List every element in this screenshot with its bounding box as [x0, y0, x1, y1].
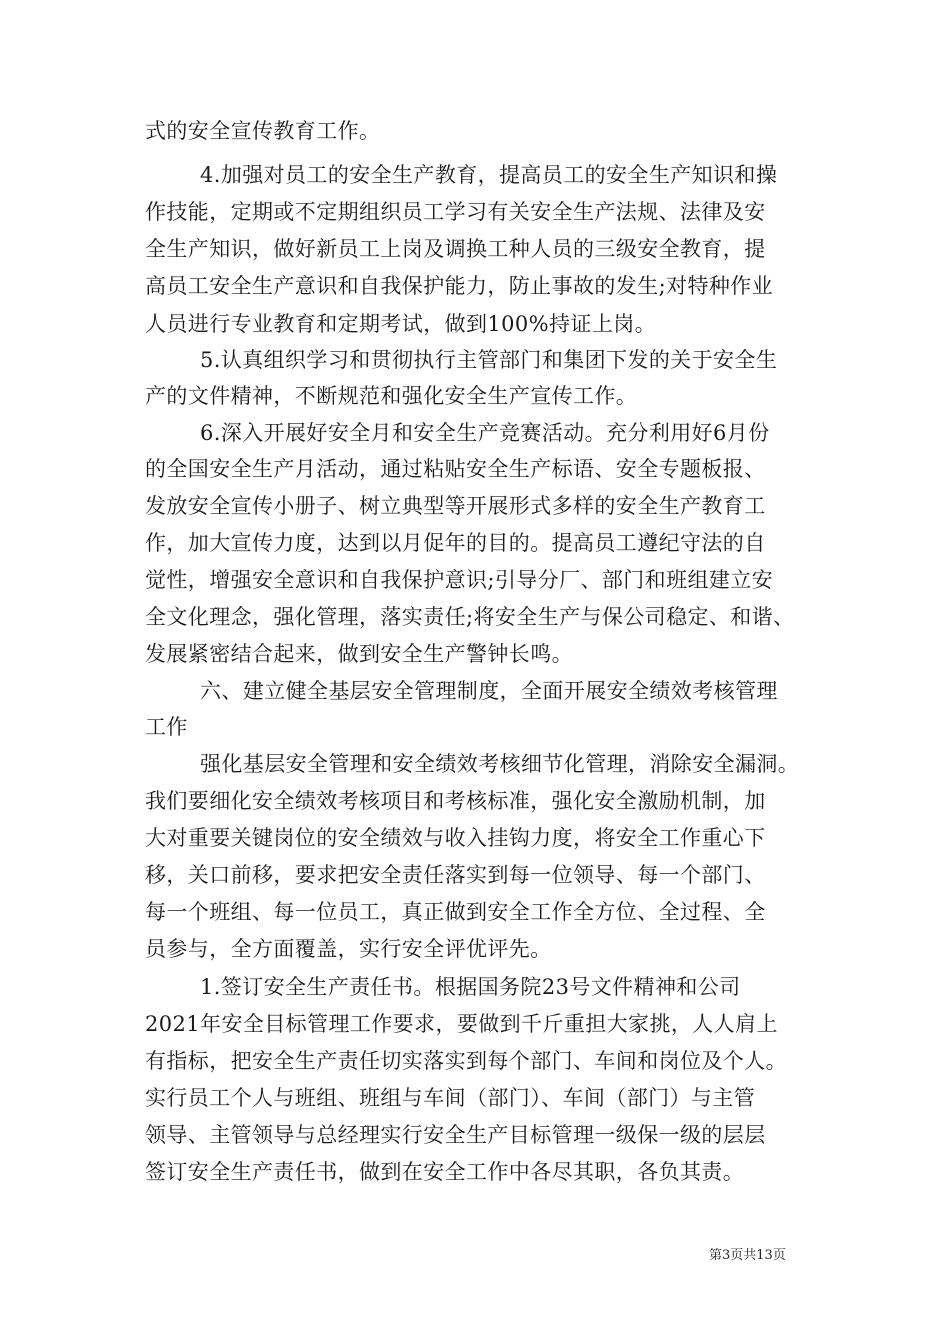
- text-line: 员参与，全方面覆盖，实行安全评优评先。: [145, 937, 552, 961]
- text-line: 移，关口前移，要求把安全责任落实到每一位领导、每一个部门、: [145, 863, 766, 887]
- text-line: 每一个班组、每一位员工，真正做到安全工作全方位、全过程、全: [145, 900, 766, 924]
- text-line: 2021年安全目标管理工作要求，要做到千斤重担大家挑，人人肩上: [145, 1012, 778, 1036]
- text-line: 6.深入开展好安全月和安全生产竞赛活动。充分利用好6月份: [200, 421, 770, 445]
- text-line: 人员进行专业教育和定期考试，做到100%持证上岗。: [145, 312, 657, 336]
- text-line: 式的安全宣传教育工作。: [145, 119, 381, 143]
- text-line: 觉性，增强安全意识和自我保护意识;引导分厂、部门和班组建立安: [145, 568, 774, 592]
- text-line: 5.认真组织学习和贯彻执行主管部门和集团下发的关于安全生: [200, 348, 778, 372]
- text-line: 我们要细化安全绩效考核项目和考核标准，强化安全激励机制，加: [145, 789, 766, 813]
- text-line: 签订安全生产责任书，做到在安全工作中各尽其职，各负其责。: [145, 1160, 745, 1184]
- text-line: 发展紧密结合起来，做到安全生产警钟长鸣。: [145, 642, 573, 666]
- text-line: 产的文件精神，不断规范和强化安全生产宣传工作。: [145, 384, 638, 408]
- section-heading-continued: 工作: [145, 715, 188, 739]
- text-line: 领导、主管领导与总经理实行安全生产目标管理一级保一级的层层: [145, 1123, 766, 1147]
- text-line: 有指标，把安全生产责任切实落实到每个部门、车间和岗位及个人。: [145, 1049, 787, 1073]
- text-line: 大对重要关键岗位的安全绩效与收入挂钩力度，将安全工作重心下: [145, 826, 766, 850]
- text-line: 作，加大宣传力度，达到以月促年的目的。提高员工遵纪守法的自: [145, 531, 766, 555]
- text-line: 实行员工个人与班组、班组与车间（部门）、车间（部门）与主管: [145, 1086, 756, 1110]
- text-line: 全生产知识，做好新员工上岗及调换工种人员的三级安全教育，提: [145, 237, 766, 261]
- text-line: 的全国安全生产月活动，通过粘贴安全生产标语、安全专题板报、: [145, 457, 766, 481]
- page-number: 第3页共13页: [709, 1248, 786, 1263]
- section-heading: 六、建立健全基层安全管理制度，全面开展安全绩效考核管理: [200, 679, 778, 703]
- text-line: 发放安全宣传小册子、树立典型等开展形式多样的安全生产教育工: [145, 494, 766, 518]
- text-line: 作技能，定期或不定期组织员工学习有关安全生产法规、法律及安: [145, 200, 766, 224]
- text-line: 1.签订安全生产责任书。根据国务院23号文件精神和公司: [200, 975, 741, 999]
- text-line: 全文化理念，强化管理，落实责任;将安全生产与保公司稳定、和谐、: [145, 605, 795, 629]
- text-line: 4.加强对员工的安全生产教育，提高员工的安全生产知识和操: [200, 163, 778, 187]
- text-line: 强化基层安全管理和安全绩效考核细节化管理，消除安全漏洞。: [200, 752, 800, 776]
- text-line: 高员工安全生产意识和自我保护能力，防止事故的发生;对特种作业: [145, 274, 774, 298]
